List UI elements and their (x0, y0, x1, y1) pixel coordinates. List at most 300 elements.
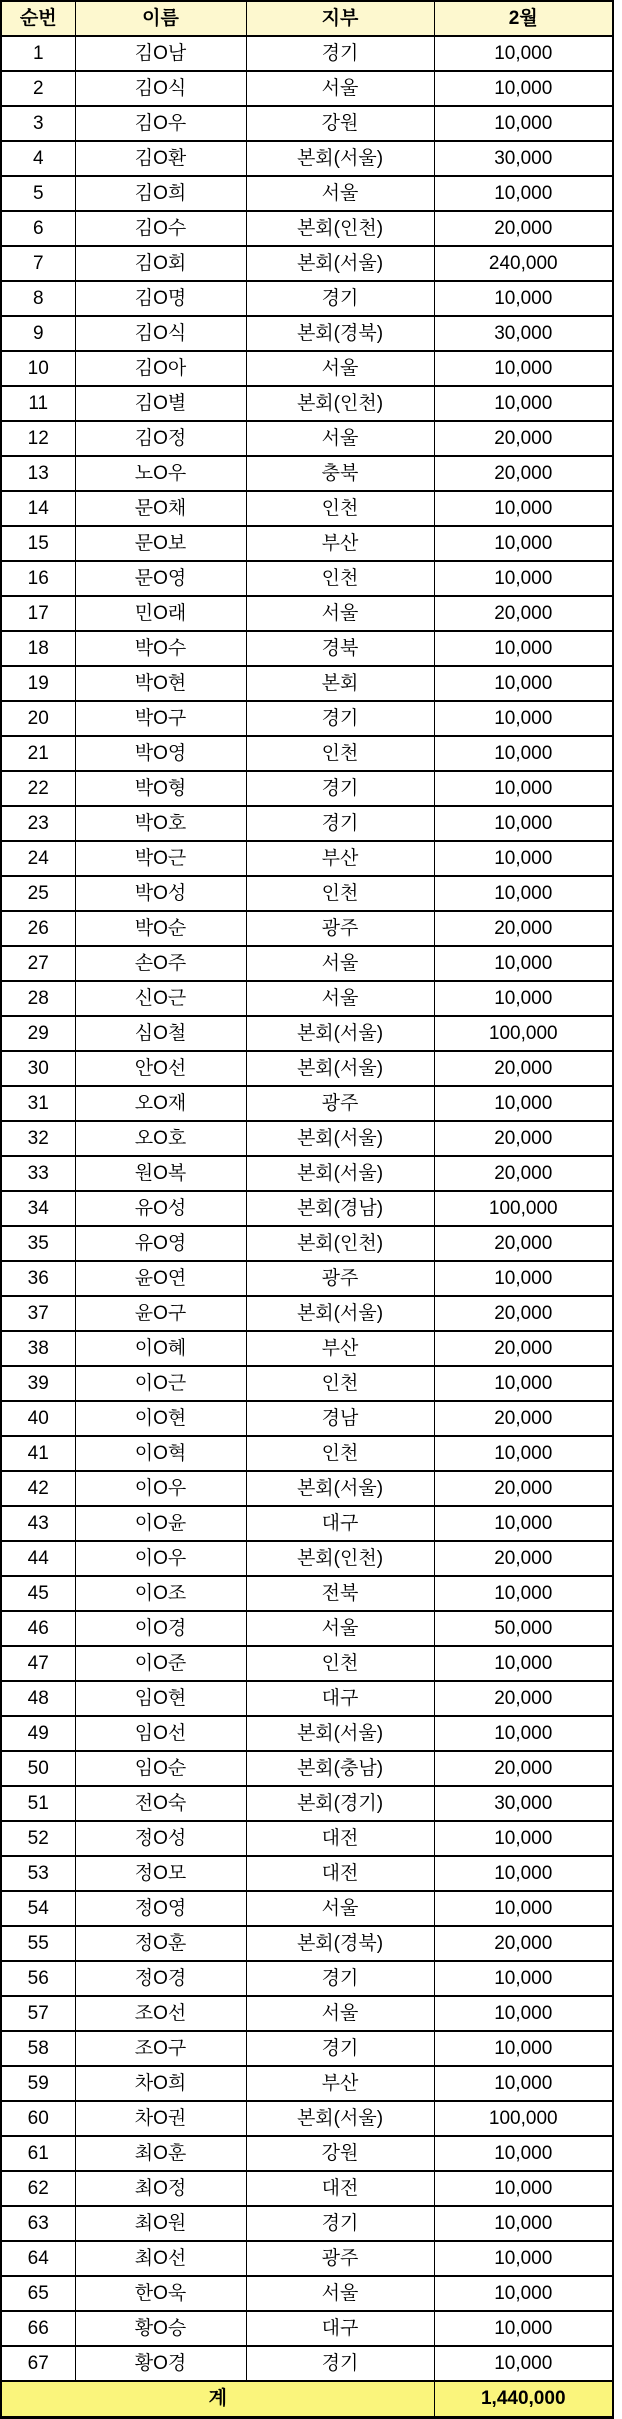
amount-cell: 10,000 (434, 701, 613, 736)
row-no-cell: 39 (1, 1366, 75, 1401)
row-no-cell: 3 (1, 106, 75, 141)
amount-cell: 20,000 (434, 1156, 613, 1191)
member-name-cell: 이O우 (75, 1541, 246, 1576)
table-row (1, 491, 613, 526)
table-row (1, 771, 613, 806)
amount-cell: 30,000 (434, 141, 613, 176)
table-row (1, 1191, 613, 1226)
amount-cell: 10,000 (434, 2136, 613, 2171)
branch-cell: 광주 (246, 911, 434, 946)
amount-cell: 20,000 (434, 1401, 613, 1436)
row-no-cell: 34 (1, 1191, 75, 1226)
branch-cell: 부산 (246, 2066, 434, 2101)
branch-cell: 본회(서울) (246, 1051, 434, 1086)
member-name-cell: 최O원 (75, 2206, 246, 2241)
amount-cell: 10,000 (434, 2311, 613, 2346)
member-name-cell: 김O명 (75, 281, 246, 316)
table-row (1, 911, 613, 946)
row-no-cell: 65 (1, 2276, 75, 2311)
table-row (1, 981, 613, 1016)
member-name-cell: 박O현 (75, 666, 246, 701)
table-row (1, 1611, 613, 1646)
branch-cell: 대구 (246, 1681, 434, 1716)
branch-cell: 경기 (246, 806, 434, 841)
member-name-cell: 김O환 (75, 141, 246, 176)
table-row (1, 631, 613, 666)
branch-cell: 전북 (246, 1576, 434, 1611)
table-row (1, 1296, 613, 1331)
amount-cell: 10,000 (434, 1856, 613, 1891)
branch-cell: 본회(충남) (246, 1751, 434, 1786)
branch-cell: 인천 (246, 1436, 434, 1471)
row-no-cell: 41 (1, 1436, 75, 1471)
table-row (1, 2171, 613, 2206)
member-name-cell: 김O남 (75, 36, 246, 71)
member-name-cell: 박O성 (75, 876, 246, 911)
member-name-cell: 유O영 (75, 1226, 246, 1261)
table-row (1, 1646, 613, 1681)
amount-cell: 10,000 (434, 71, 613, 106)
column-header-branch: 지부 (246, 1, 434, 36)
row-no-cell: 60 (1, 2101, 75, 2136)
branch-cell: 서울 (246, 1891, 434, 1926)
amount-cell: 20,000 (434, 1926, 613, 1961)
member-name-cell: 최O정 (75, 2171, 246, 2206)
amount-cell: 20,000 (434, 1471, 613, 1506)
row-no-cell: 46 (1, 1611, 75, 1646)
amount-cell: 10,000 (434, 2206, 613, 2241)
branch-cell: 경기 (246, 281, 434, 316)
member-name-cell: 정O영 (75, 1891, 246, 1926)
row-no-cell: 16 (1, 561, 75, 596)
row-no-cell: 19 (1, 666, 75, 701)
branch-cell: 본회(경남) (246, 1191, 434, 1226)
table-row (1, 1121, 613, 1156)
row-no-cell: 12 (1, 421, 75, 456)
branch-cell: 서울 (246, 981, 434, 1016)
amount-cell: 20,000 (434, 911, 613, 946)
table-row (1, 1786, 613, 1821)
amount-cell: 10,000 (434, 2241, 613, 2276)
table-row (1, 1051, 613, 1086)
amount-cell: 10,000 (434, 1086, 613, 1121)
branch-cell: 부산 (246, 1331, 434, 1366)
row-no-cell: 36 (1, 1261, 75, 1296)
amount-cell: 20,000 (434, 456, 613, 491)
amount-cell: 10,000 (434, 981, 613, 1016)
branch-cell: 본회(서울) (246, 246, 434, 281)
table-row (1, 946, 613, 981)
table-row (1, 386, 613, 421)
member-name-cell: 이O경 (75, 1611, 246, 1646)
table-row (1, 876, 613, 911)
branch-cell: 대전 (246, 1821, 434, 1856)
row-no-cell: 15 (1, 526, 75, 561)
row-no-cell: 47 (1, 1646, 75, 1681)
member-name-cell: 문O채 (75, 491, 246, 526)
table-row (1, 211, 613, 246)
branch-cell: 경북 (246, 631, 434, 666)
table-row (1, 1681, 613, 1716)
branch-cell: 본회(서울) (246, 1016, 434, 1051)
row-no-cell: 37 (1, 1296, 75, 1331)
table-row (1, 526, 613, 561)
amount-cell: 20,000 (434, 1296, 613, 1331)
table-row (1, 36, 613, 71)
table-row (1, 2346, 613, 2381)
row-no-cell: 32 (1, 1121, 75, 1156)
branch-cell: 서울 (246, 71, 434, 106)
row-no-cell: 31 (1, 1086, 75, 1121)
amount-cell: 10,000 (434, 806, 613, 841)
amount-cell: 20,000 (434, 211, 613, 246)
amount-cell: 30,000 (434, 316, 613, 351)
row-no-cell: 21 (1, 736, 75, 771)
branch-cell: 본회(서울) (246, 1296, 434, 1331)
amount-cell: 10,000 (434, 526, 613, 561)
amount-cell: 10,000 (434, 736, 613, 771)
table-row (1, 106, 613, 141)
branch-cell: 서울 (246, 1611, 434, 1646)
member-name-cell: 박O근 (75, 841, 246, 876)
member-name-cell: 김O아 (75, 351, 246, 386)
branch-cell: 본회(인천) (246, 1226, 434, 1261)
table-row (1, 1821, 613, 1856)
table-row (1, 701, 613, 736)
table-row (1, 2206, 613, 2241)
row-no-cell: 49 (1, 1716, 75, 1751)
member-name-cell: 오O호 (75, 1121, 246, 1156)
branch-cell: 경기 (246, 2031, 434, 2066)
amount-cell: 10,000 (434, 491, 613, 526)
row-no-cell: 63 (1, 2206, 75, 2241)
amount-cell: 10,000 (434, 1576, 613, 1611)
table-row (1, 421, 613, 456)
branch-cell: 인천 (246, 736, 434, 771)
column-header-month: 2월 (434, 1, 613, 36)
branch-cell: 본회(인천) (246, 211, 434, 246)
amount-cell: 100,000 (434, 1191, 613, 1226)
member-name-cell: 안O선 (75, 1051, 246, 1086)
amount-cell: 10,000 (434, 351, 613, 386)
branch-cell: 경기 (246, 1961, 434, 1996)
table-row (1, 1996, 613, 2031)
branch-cell: 서울 (246, 946, 434, 981)
row-no-cell: 67 (1, 2346, 75, 2381)
row-no-cell: 57 (1, 1996, 75, 2031)
amount-cell: 10,000 (434, 176, 613, 211)
table-row (1, 246, 613, 281)
member-name-cell: 차O권 (75, 2101, 246, 2136)
table-row (1, 1156, 613, 1191)
row-no-cell: 5 (1, 176, 75, 211)
branch-cell: 본회(경북) (246, 1926, 434, 1961)
branch-cell: 대전 (246, 1856, 434, 1891)
member-name-cell: 윤O연 (75, 1261, 246, 1296)
table-row (1, 1891, 613, 1926)
member-name-cell: 박O수 (75, 631, 246, 666)
amount-cell: 20,000 (434, 596, 613, 631)
table-row (1, 1541, 613, 1576)
member-name-cell: 최O훈 (75, 2136, 246, 2171)
member-name-cell: 정O모 (75, 1856, 246, 1891)
member-name-cell: 박O순 (75, 911, 246, 946)
table-row (1, 841, 613, 876)
amount-cell: 10,000 (434, 1366, 613, 1401)
branch-cell: 대전 (246, 2171, 434, 2206)
table-row (1, 2066, 613, 2101)
branch-cell: 광주 (246, 1086, 434, 1121)
branch-cell: 경기 (246, 701, 434, 736)
amount-cell: 20,000 (434, 1541, 613, 1576)
row-no-cell: 29 (1, 1016, 75, 1051)
table-row (1, 141, 613, 176)
branch-cell: 서울 (246, 351, 434, 386)
table-row (1, 596, 613, 631)
branch-cell: 광주 (246, 1261, 434, 1296)
member-name-cell: 김O회 (75, 246, 246, 281)
amount-cell: 10,000 (434, 1716, 613, 1751)
member-name-cell: 이O준 (75, 1646, 246, 1681)
amount-cell: 10,000 (434, 1436, 613, 1471)
amount-cell: 10,000 (434, 1646, 613, 1681)
member-name-cell: 김O별 (75, 386, 246, 421)
member-name-cell: 조O구 (75, 2031, 246, 2066)
member-name-cell: 임O순 (75, 1751, 246, 1786)
row-no-cell: 44 (1, 1541, 75, 1576)
header-row (1, 1, 613, 36)
table-row (1, 176, 613, 211)
row-no-cell: 11 (1, 386, 75, 421)
row-no-cell: 14 (1, 491, 75, 526)
branch-cell: 강원 (246, 2136, 434, 2171)
amount-cell: 10,000 (434, 1261, 613, 1296)
branch-cell: 서울 (246, 176, 434, 211)
table-row (1, 1716, 613, 1751)
amount-cell: 10,000 (434, 2066, 613, 2101)
amount-cell: 20,000 (434, 421, 613, 456)
table-body (1, 36, 613, 2381)
row-no-cell: 38 (1, 1331, 75, 1366)
row-no-cell: 58 (1, 2031, 75, 2066)
amount-cell: 10,000 (434, 1996, 613, 2031)
table-row (1, 1436, 613, 1471)
table-row (1, 351, 613, 386)
row-no-cell: 45 (1, 1576, 75, 1611)
amount-cell: 20,000 (434, 1331, 613, 1366)
member-name-cell: 박O영 (75, 736, 246, 771)
branch-cell: 본회(인천) (246, 386, 434, 421)
table-row (1, 71, 613, 106)
row-no-cell: 30 (1, 1051, 75, 1086)
member-name-cell: 정O성 (75, 1821, 246, 1856)
row-no-cell: 52 (1, 1821, 75, 1856)
branch-cell: 서울 (246, 1996, 434, 2031)
row-no-cell: 33 (1, 1156, 75, 1191)
member-name-cell: 원O복 (75, 1156, 246, 1191)
member-name-cell: 손O주 (75, 946, 246, 981)
branch-cell: 본회(서울) (246, 1716, 434, 1751)
branch-cell: 서울 (246, 421, 434, 456)
branch-cell: 경기 (246, 2346, 434, 2381)
table-row (1, 1331, 613, 1366)
row-no-cell: 61 (1, 2136, 75, 2171)
table-row (1, 1856, 613, 1891)
member-name-cell: 조O선 (75, 1996, 246, 2031)
column-header-no: 순번 (1, 1, 75, 36)
member-name-cell: 윤O구 (75, 1296, 246, 1331)
member-name-cell: 이O조 (75, 1576, 246, 1611)
member-name-cell: 정O훈 (75, 1926, 246, 1961)
table-row (1, 1226, 613, 1261)
row-no-cell: 27 (1, 946, 75, 981)
amount-cell: 10,000 (434, 946, 613, 981)
row-no-cell: 24 (1, 841, 75, 876)
table-row (1, 1401, 613, 1436)
amount-cell: 20,000 (434, 1751, 613, 1786)
row-no-cell: 66 (1, 2311, 75, 2346)
member-name-cell: 유O성 (75, 1191, 246, 1226)
amount-cell: 10,000 (434, 771, 613, 806)
branch-cell: 본회(서울) (246, 1121, 434, 1156)
amount-cell: 20,000 (434, 1051, 613, 1086)
member-name-cell: 오O재 (75, 1086, 246, 1121)
branch-cell: 경기 (246, 2206, 434, 2241)
amount-cell: 100,000 (434, 1016, 613, 1051)
member-name-cell: 심O철 (75, 1016, 246, 1051)
table-row (1, 1506, 613, 1541)
row-no-cell: 7 (1, 246, 75, 281)
amount-cell: 10,000 (434, 1821, 613, 1856)
branch-cell: 본회(경북) (246, 316, 434, 351)
table-row (1, 1926, 613, 1961)
member-name-cell: 이O혜 (75, 1331, 246, 1366)
table-row (1, 1751, 613, 1786)
amount-cell: 240,000 (434, 246, 613, 281)
member-name-cell: 박O구 (75, 701, 246, 736)
row-no-cell: 48 (1, 1681, 75, 1716)
amount-cell: 30,000 (434, 1786, 613, 1821)
column-header-name: 이름 (75, 1, 246, 36)
branch-cell: 서울 (246, 2276, 434, 2311)
row-no-cell: 1 (1, 36, 75, 71)
row-no-cell: 59 (1, 2066, 75, 2101)
row-no-cell: 23 (1, 806, 75, 841)
row-no-cell: 10 (1, 351, 75, 386)
branch-cell: 부산 (246, 526, 434, 561)
row-no-cell: 28 (1, 981, 75, 1016)
row-no-cell: 4 (1, 141, 75, 176)
amount-cell: 10,000 (434, 281, 613, 316)
table-row (1, 2031, 613, 2066)
table-row (1, 2241, 613, 2276)
amount-cell: 10,000 (434, 631, 613, 666)
row-no-cell: 9 (1, 316, 75, 351)
member-name-cell: 문O영 (75, 561, 246, 596)
amount-cell: 10,000 (434, 1891, 613, 1926)
row-no-cell: 43 (1, 1506, 75, 1541)
member-name-cell: 황O경 (75, 2346, 246, 2381)
row-no-cell: 55 (1, 1926, 75, 1961)
row-no-cell: 8 (1, 281, 75, 316)
member-name-cell: 김O우 (75, 106, 246, 141)
amount-cell: 10,000 (434, 876, 613, 911)
amount-cell: 10,000 (434, 2171, 613, 2206)
row-no-cell: 6 (1, 211, 75, 246)
member-name-cell: 이O현 (75, 1401, 246, 1436)
member-name-cell: 김O희 (75, 176, 246, 211)
member-name-cell: 박O호 (75, 806, 246, 841)
row-no-cell: 53 (1, 1856, 75, 1891)
member-name-cell: 최O선 (75, 2241, 246, 2276)
member-name-cell: 민O래 (75, 596, 246, 631)
branch-cell: 본회(인천) (246, 1541, 434, 1576)
member-name-cell: 임O선 (75, 1716, 246, 1751)
member-name-cell: 김O식 (75, 71, 246, 106)
row-no-cell: 50 (1, 1751, 75, 1786)
row-no-cell: 35 (1, 1226, 75, 1261)
row-no-cell: 20 (1, 701, 75, 736)
total-row (1, 2381, 613, 2417)
amount-cell: 20,000 (434, 1226, 613, 1261)
member-name-cell: 임O현 (75, 1681, 246, 1716)
branch-cell: 인천 (246, 876, 434, 911)
branch-cell: 본회(서울) (246, 2101, 434, 2136)
member-name-cell: 한O욱 (75, 2276, 246, 2311)
row-no-cell: 62 (1, 2171, 75, 2206)
row-no-cell: 51 (1, 1786, 75, 1821)
branch-cell: 인천 (246, 1366, 434, 1401)
branch-cell: 본회(서울) (246, 1471, 434, 1506)
member-name-cell: 차O희 (75, 2066, 246, 2101)
amount-cell: 10,000 (434, 841, 613, 876)
table-row (1, 1961, 613, 1996)
member-name-cell: 김O정 (75, 421, 246, 456)
branch-cell: 충북 (246, 456, 434, 491)
amount-cell: 50,000 (434, 1611, 613, 1646)
branch-cell: 경남 (246, 1401, 434, 1436)
row-no-cell: 40 (1, 1401, 75, 1436)
total-label: 계 (1, 2381, 434, 2417)
table-row (1, 316, 613, 351)
row-no-cell: 2 (1, 71, 75, 106)
table-row (1, 806, 613, 841)
table-row (1, 561, 613, 596)
table-row (1, 1016, 613, 1051)
branch-cell: 대구 (246, 2311, 434, 2346)
branch-cell: 서울 (246, 596, 434, 631)
member-name-cell: 이O윤 (75, 1506, 246, 1541)
amount-cell: 10,000 (434, 36, 613, 71)
member-name-cell: 김O식 (75, 316, 246, 351)
member-name-cell: 신O근 (75, 981, 246, 1016)
table-row (1, 1261, 613, 1296)
row-no-cell: 25 (1, 876, 75, 911)
branch-cell: 경기 (246, 771, 434, 806)
amount-cell: 10,000 (434, 2276, 613, 2311)
table-row (1, 666, 613, 701)
member-name-cell: 문O보 (75, 526, 246, 561)
amount-cell: 20,000 (434, 1121, 613, 1156)
table-row (1, 281, 613, 316)
member-name-cell: 김O수 (75, 211, 246, 246)
row-no-cell: 18 (1, 631, 75, 666)
table-row (1, 1471, 613, 1506)
branch-cell: 인천 (246, 491, 434, 526)
branch-cell: 대구 (246, 1506, 434, 1541)
amount-cell: 20,000 (434, 1681, 613, 1716)
row-no-cell: 13 (1, 456, 75, 491)
